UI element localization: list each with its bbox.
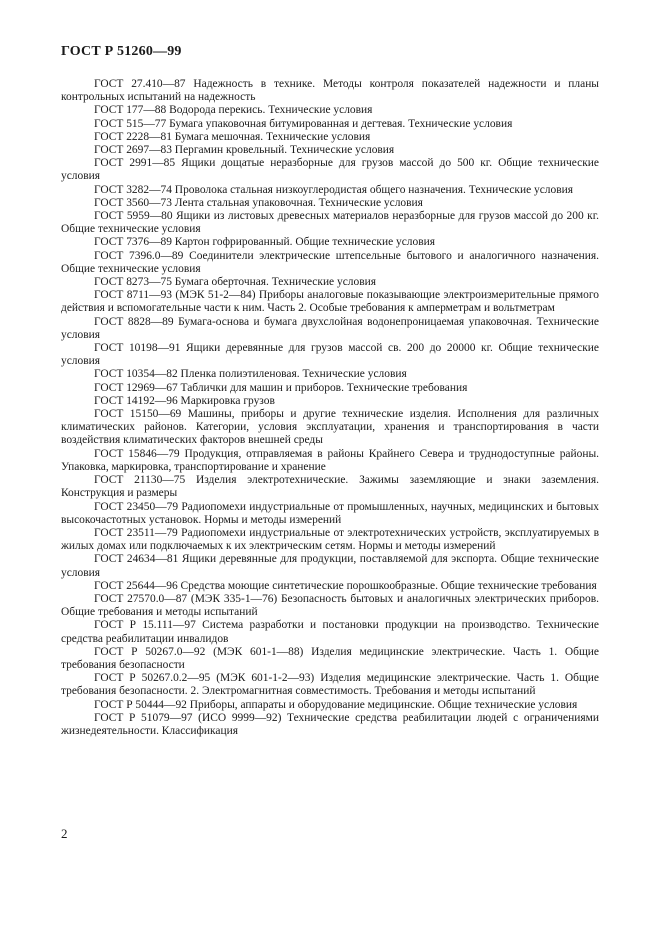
reference-item: ГОСТ 3560—73 Лента стальная упаковочная. Технические условия xyxy=(94,196,423,209)
reference-item: ГОСТ 3282—74 Проволока стальная низкоуглеродистая общего назначения. Технические условия xyxy=(94,183,574,196)
reference-item: ГОСТ Р 15.111—97 Система разработки и постановки продукции на производство. Технические средства реабилитации инвалидов xyxy=(61,619,599,645)
reference-item: ГОСТ 2991—85 Ящики дощатые неразборные для грузов массой до 500 кг. Общие технические условия xyxy=(61,157,599,183)
reference-item: ГОСТ 10354—82 Пленка полиэтиленовая. Технические условия xyxy=(94,368,407,381)
reference-item: ГОСТ 23511—79 Радиопомехи индустриальные от электротехнических устройств, эксплуатируемых в жилых домах или подключаемых к их электрическим сетям. Нормы и методы измерений xyxy=(61,526,599,553)
reference-item: ГОСТ 177—88 Водорода перекись. Технические условия xyxy=(94,104,373,117)
reference-item: ГОСТ Р 51079—97 (ИСО 9999—92) Технические средства реабилитации людей с ограничениями жизнедеятельности. Классификация xyxy=(61,711,599,737)
reference-item: ГОСТ 7376—89 Картон гофрированный. Общие технические условия xyxy=(94,236,436,249)
reference-item: ГОСТ 27.410—87 Надежность в технике. Методы контроля показателей надежности и планы контрольных испытаний на надежность xyxy=(61,78,599,104)
reference-item: ГОСТ 23450—79 Радиопомехи индустриальные от промышленных, научных, медицинских и бытовых высокочастотных установок. Нормы и методы измерений xyxy=(61,500,599,526)
reference-item: ГОСТ 15150—69 Машины, приборы и другие технические изделия. Исполнения для различных климатических районов. Категории, условия эксплуатации, хранения и транспортирования в части воздействия климатических факторов внешней среды xyxy=(61,408,599,447)
reference-item: ГОСТ 15846—79 Продукция, отправляемая в районы Крайнего Севера и труднодоступные районы. Упаковка, маркировка, транспортирование и хранение xyxy=(61,447,599,473)
page-number: 2 xyxy=(61,826,68,841)
reference-item: ГОСТ Р 50267.0—92 (МЭК 601-1—88) Изделия медицинские электрические. Часть 1. Общие требования безопасности xyxy=(61,645,599,671)
reference-item: ГОСТ 2697—83 Пергамин кровельный. Технические условия xyxy=(94,144,395,157)
reference-item: ГОСТ 7396.0—89 Соединители электрические штепсельные бытового и аналогичного назначения. Общие технические условия xyxy=(61,249,599,275)
reference-item: ГОСТ 25644—96 Средства моющие синтетические порошкообразные. Общие технические требования xyxy=(94,579,597,592)
reference-item: ГОСТ 14192—96 Маркировка грузов xyxy=(94,394,275,407)
references-list xyxy=(61,78,599,738)
reference-item: ГОСТ 12969—67 Таблички для машин и приборов. Технические требования xyxy=(94,381,468,394)
reference-item: ГОСТ 8828—89 Бумага-основа и бумага двухслойная водонепроницаемая упаковочная. Технические условия xyxy=(61,315,599,341)
document-header: ГОСТ Р 51260—99 xyxy=(61,44,182,59)
reference-item: ГОСТ Р 50444—92 Приборы, аппараты и оборудование медицинские. Общие технические условия xyxy=(94,698,578,711)
reference-item: ГОСТ 10198—91 Ящики деревянные для грузов массой св. 200 до 20000 кг. Общие технические условия xyxy=(61,342,599,368)
reference-item: ГОСТ Р 50267.0.2—95 (МЭК 601-1-2—93) Изделия медицинские электрические. Часть 1. Общие требования безопасности. 2. Электромагнитная совместимость. Требования и методы испытаний xyxy=(61,672,599,698)
reference-item: ГОСТ 21130—75 Изделия электротехнические. Зажимы заземляющие и знаки заземления. Конструкция и размеры xyxy=(61,474,599,500)
reference-item: ГОСТ 2228—81 Бумага мешочная. Технические условия xyxy=(94,130,371,143)
reference-item: ГОСТ 8711—93 (МЭК 51-2—84) Приборы аналоговые показывающие электроизмерительные прямого действия и вспомогательные части к ним. Часть 2. Особые требования к амперметрам и вольтметрам xyxy=(61,289,599,315)
reference-item: ГОСТ 24634—81 Ящики деревянные для продукции, поставляемой для экспорта. Общие технические условия xyxy=(61,553,599,579)
reference-item: ГОСТ 515—77 Бумага упаковочная битумированная и дегтевая. Технические условия xyxy=(94,117,513,130)
reference-item: ГОСТ 8273—75 Бумага оберточная. Технические условия xyxy=(94,276,376,289)
reference-item: ГОСТ 5959—80 Ящики из листовых древесных материалов неразборные для грузов массой до 200 кг. Общие технические условия xyxy=(61,210,599,236)
reference-item: ГОСТ 27570.0—87 (МЭК 335-1—76) Безопасность бытовых и аналогичных электрических приборов. Общие требования и методы испытаний xyxy=(61,592,599,619)
